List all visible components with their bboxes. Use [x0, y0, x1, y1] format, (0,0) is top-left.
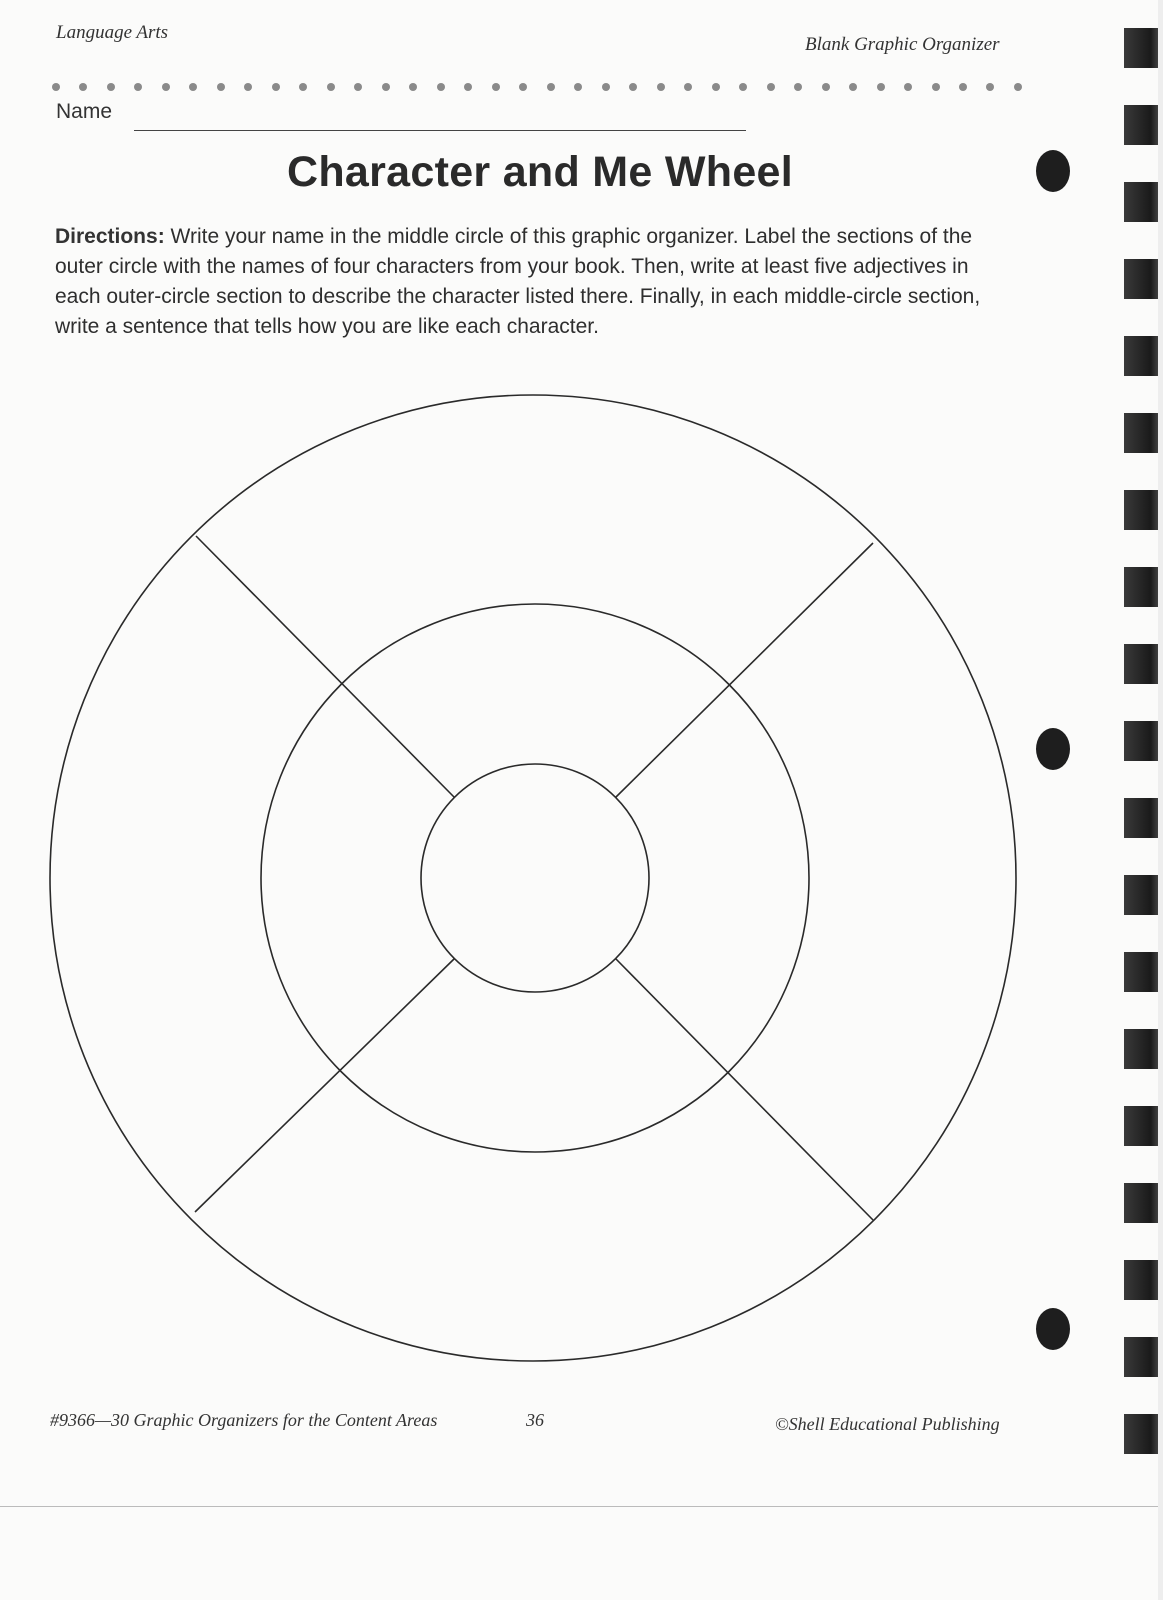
- binding-coil: [1124, 1106, 1162, 1146]
- inner-circle[interactable]: [421, 764, 649, 992]
- binding-coil: [1124, 28, 1162, 68]
- punch-hole-bottom: [1036, 1308, 1070, 1350]
- binding-coil: [1124, 1260, 1162, 1300]
- binding-coil: [1124, 644, 1162, 684]
- punch-hole-middle: [1036, 728, 1070, 770]
- binding-coil: [1124, 182, 1162, 222]
- binding-coil: [1124, 413, 1162, 453]
- divider-lower-left: [195, 959, 454, 1212]
- binding-coil: [1124, 952, 1162, 992]
- outer-circle: [50, 395, 1016, 1361]
- footer-book-title: #9366—30 Graphic Organizers for the Content Areas: [50, 1410, 438, 1430]
- directions-text: Write your name in the middle circle of this graphic organizer. Label the sections of the outer circle with the names of four characters from your book. Then, write at least five adjectives in each outer-circle section to describe the character listed there. Finally, in each middle-circle section, write a sentence that tells how you are like each character.: [55, 225, 981, 338]
- header-subject: Language Arts: [56, 22, 169, 43]
- divider-lower-right: [616, 959, 873, 1220]
- name-label: Name: [56, 100, 113, 123]
- binding-coil: [1124, 336, 1162, 376]
- footer-publisher: ©Shell Educational Publishing: [775, 1414, 1000, 1434]
- binding-coil: [1124, 798, 1162, 838]
- binding-coil: [1124, 490, 1162, 530]
- middle-circle: [261, 604, 809, 1152]
- page-bottom-edge: [0, 1506, 1163, 1507]
- binding-coil: [1124, 105, 1162, 145]
- punch-hole-top: [1036, 150, 1070, 192]
- binding-coil: [1124, 1029, 1162, 1069]
- binding-coil: [1124, 875, 1162, 915]
- divider-upper-right: [616, 543, 873, 797]
- directions-label: Directions:: [55, 225, 165, 248]
- binding-coil: [1124, 721, 1162, 761]
- binding-coil: [1124, 1414, 1162, 1454]
- binding-coil: [1124, 1183, 1162, 1223]
- page-title: Character and Me Wheel: [286, 148, 793, 196]
- page-edge: [1158, 0, 1163, 1600]
- divider-upper-left: [196, 536, 454, 797]
- binding-coil: [1124, 1337, 1162, 1377]
- footer-page-number: 36: [526, 1410, 544, 1430]
- binding-coil: [1124, 259, 1162, 299]
- header-category: Blank Graphic Organizer: [805, 34, 1000, 55]
- binding-coil: [1124, 567, 1162, 607]
